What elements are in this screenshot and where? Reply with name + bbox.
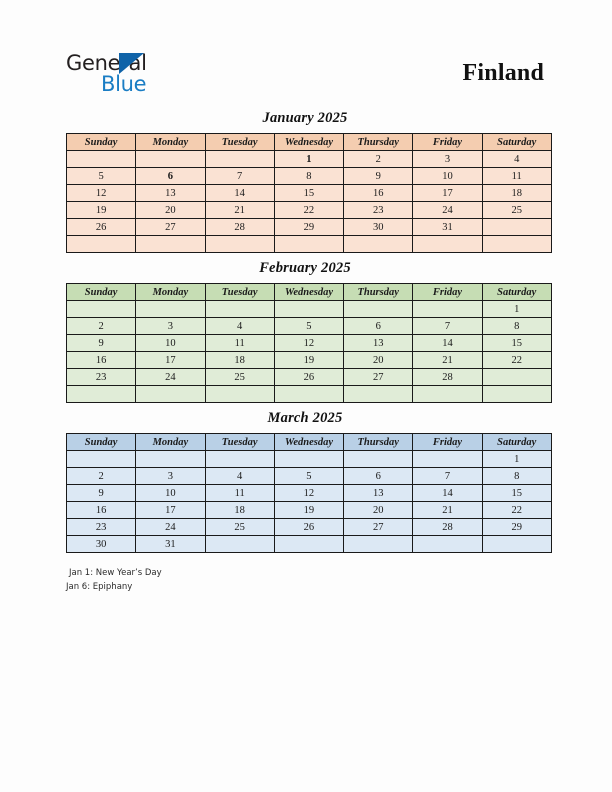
- calendar-day-empty: [205, 386, 274, 403]
- calendar-day-empty: [67, 301, 136, 318]
- calendar-day-empty: [136, 301, 205, 318]
- calendar-day-empty: [413, 236, 482, 253]
- calendar-day[interactable]: 11: [205, 485, 274, 502]
- month-block-february: [66, 260, 544, 403]
- calendar-day-empty: [274, 451, 343, 468]
- calendar-day[interactable]: 5: [274, 468, 343, 485]
- holiday-note: Jan 1: New Year’s Day: [69, 568, 162, 578]
- calendar-week-row: [67, 519, 552, 536]
- calendar-day[interactable]: 1: [482, 451, 551, 468]
- calendar-day-empty: [67, 386, 136, 403]
- calendar-day[interactable]: 10: [136, 485, 205, 502]
- calendar-day[interactable]: 14: [205, 185, 274, 202]
- calendar-day[interactable]: 21: [413, 352, 482, 369]
- calendar-day[interactable]: 12: [274, 485, 343, 502]
- weekday-header-tuesday: Tuesday: [205, 434, 274, 451]
- calendar-day-empty: [344, 536, 413, 553]
- calendar-day[interactable]: 2: [67, 468, 136, 485]
- calendar-day[interactable]: 26: [67, 219, 136, 236]
- calendar-day[interactable]: 31: [136, 536, 205, 553]
- weekday-header-tuesday: Tuesday: [205, 284, 274, 301]
- month-block-march: [66, 410, 544, 553]
- calendar-day[interactable]: 9: [67, 335, 136, 352]
- logo-text-general: General: [66, 51, 147, 75]
- calendar-week-row: [67, 369, 552, 386]
- weekday-header-row: [67, 284, 552, 301]
- calendar-week-row: [67, 485, 552, 502]
- weekday-header-saturday: Saturday: [482, 434, 551, 451]
- calendar-day[interactable]: 28: [413, 519, 482, 536]
- calendar-day-empty: [482, 236, 551, 253]
- calendar-day[interactable]: 23: [344, 202, 413, 219]
- calendar-day[interactable]: 29: [482, 519, 551, 536]
- calendar-day[interactable]: 15: [482, 485, 551, 502]
- calendar-day-empty: [344, 386, 413, 403]
- calendar-day[interactable]: 28: [413, 369, 482, 386]
- calendar-day[interactable]: 26: [274, 369, 343, 386]
- calendar-day-empty: [344, 301, 413, 318]
- calendar-day[interactable]: 13: [344, 485, 413, 502]
- calendar-day[interactable]: 30: [67, 536, 136, 553]
- month-block-january: [66, 110, 544, 253]
- month-title: March 2025: [267, 410, 343, 426]
- calendar-day[interactable]: 17: [413, 185, 482, 202]
- weekday-header-saturday: Saturday: [482, 284, 551, 301]
- calendar-day[interactable]: 8: [274, 168, 343, 185]
- calendar-day[interactable]: 18: [482, 185, 551, 202]
- weekday-header-friday: Friday: [413, 134, 482, 151]
- calendar-day-empty: [205, 236, 274, 253]
- calendar-day-empty: [205, 301, 274, 318]
- calendar-day[interactable]: 25: [482, 202, 551, 219]
- calendar-week-row: [67, 502, 552, 519]
- calendar-day-empty: [482, 219, 551, 236]
- calendar-day-empty: [344, 236, 413, 253]
- calendar-day[interactable]: 18: [205, 352, 274, 369]
- logo-triangle-icon: [119, 53, 144, 74]
- calendar-day[interactable]: 10: [136, 335, 205, 352]
- calendar-day-empty: [67, 451, 136, 468]
- calendar-day-empty: [67, 151, 136, 168]
- weekday-header-row: [67, 134, 552, 151]
- weekday-header-wednesday: Wednesday: [274, 134, 343, 151]
- calendar-week-row: [67, 185, 552, 202]
- calendar-day[interactable]: 12: [274, 335, 343, 352]
- calendar-day[interactable]: 5: [274, 318, 343, 335]
- calendar-day[interactable]: 23: [67, 519, 136, 536]
- calendar-day[interactable]: 4: [205, 318, 274, 335]
- calendar-day[interactable]: 2: [344, 151, 413, 168]
- calendar-day-holiday[interactable]: 1: [274, 151, 343, 168]
- calendar-week-row: [67, 168, 552, 185]
- weekday-header-thursday: Thursday: [344, 134, 413, 151]
- calendar-day-empty: [482, 369, 551, 386]
- calendar-day[interactable]: 27: [344, 519, 413, 536]
- calendar-day-empty: [413, 536, 482, 553]
- calendar-day-empty: [205, 151, 274, 168]
- calendar-day[interactable]: 11: [205, 335, 274, 352]
- weekday-header-sunday: Sunday: [67, 284, 136, 301]
- weekday-header-row: [67, 434, 552, 451]
- calendar-day[interactable]: 24: [136, 519, 205, 536]
- calendar-week-row: [67, 386, 552, 403]
- calendar-day[interactable]: 17: [136, 502, 205, 519]
- calendar-day[interactable]: 20: [344, 352, 413, 369]
- weekday-header-wednesday: Wednesday: [274, 284, 343, 301]
- calendar-day[interactable]: 19: [67, 202, 136, 219]
- weekday-header-tuesday: Tuesday: [205, 134, 274, 151]
- holiday-note: Jan 6: Epiphany: [66, 582, 133, 592]
- calendar-day[interactable]: 15: [482, 335, 551, 352]
- calendar-day[interactable]: 21: [413, 502, 482, 519]
- calendar-day-empty: [274, 536, 343, 553]
- calendar-day[interactable]: 12: [67, 185, 136, 202]
- calendar-day[interactable]: 22: [274, 202, 343, 219]
- weekday-header-monday: Monday: [136, 434, 205, 451]
- page-title: Finland: [462, 60, 544, 86]
- calendar-day[interactable]: 3: [136, 468, 205, 485]
- calendar-day-empty: [205, 536, 274, 553]
- calendar-day-holiday[interactable]: 6: [136, 168, 205, 185]
- calendar-day-empty: [136, 386, 205, 403]
- calendar-day[interactable]: 6: [344, 318, 413, 335]
- weekday-header-friday: Friday: [413, 284, 482, 301]
- calendar-day[interactable]: 20: [344, 502, 413, 519]
- calendar-day-empty: [67, 236, 136, 253]
- calendar-day[interactable]: 14: [413, 335, 482, 352]
- calendar-day[interactable]: 14: [413, 485, 482, 502]
- calendar-day[interactable]: 8: [482, 318, 551, 335]
- weekday-header-sunday: Sunday: [67, 434, 136, 451]
- calendar-day[interactable]: 23: [67, 369, 136, 386]
- calendar-week-row: [67, 536, 552, 553]
- logo-text-blue: Blue: [101, 72, 147, 96]
- calendar-day-empty: [413, 386, 482, 403]
- calendar-day[interactable]: 25: [205, 369, 274, 386]
- calendar-day[interactable]: 8: [482, 468, 551, 485]
- calendar-day[interactable]: 3: [136, 318, 205, 335]
- calendar-day-empty: [413, 301, 482, 318]
- calendar-day[interactable]: 22: [482, 352, 551, 369]
- calendar-day[interactable]: 30: [344, 219, 413, 236]
- calendar-day[interactable]: 28: [205, 219, 274, 236]
- calendar-day[interactable]: 27: [344, 369, 413, 386]
- calendar-table-january: [66, 133, 552, 253]
- weekday-header-thursday: Thursday: [344, 284, 413, 301]
- calendar-day-empty: [482, 386, 551, 403]
- calendar-week-row: [67, 236, 552, 253]
- calendar-day-empty: [274, 301, 343, 318]
- page-header: [0, 0, 612, 108]
- weekday-header-monday: Monday: [136, 284, 205, 301]
- calendar-day[interactable]: 24: [136, 369, 205, 386]
- calendar-day-empty: [482, 536, 551, 553]
- calendar-week-row: [67, 352, 552, 369]
- calendar-day[interactable]: 18: [205, 502, 274, 519]
- calendar-day[interactable]: 5: [67, 168, 136, 185]
- calendar-day[interactable]: 19: [274, 502, 343, 519]
- calendar-week-row: [67, 318, 552, 335]
- weekday-header-saturday: Saturday: [482, 134, 551, 151]
- calendar-table-march: [66, 433, 552, 553]
- holiday-notes-list: [66, 566, 466, 594]
- calendar-day[interactable]: 7: [205, 168, 274, 185]
- weekday-header-sunday: Sunday: [67, 134, 136, 151]
- calendar-day-empty: [136, 151, 205, 168]
- month-title: February 2025: [259, 260, 351, 276]
- calendar-day[interactable]: 2: [67, 318, 136, 335]
- calendar-day[interactable]: 29: [274, 219, 343, 236]
- calendar-day[interactable]: 16: [67, 502, 136, 519]
- calendar-week-row: [67, 451, 552, 468]
- calendar-day-empty: [413, 451, 482, 468]
- calendar-day[interactable]: 19: [274, 352, 343, 369]
- calendar-week-row: [67, 202, 552, 219]
- calendar-day[interactable]: 4: [205, 468, 274, 485]
- calendar-day[interactable]: 6: [344, 468, 413, 485]
- calendar-day[interactable]: 3: [413, 151, 482, 168]
- calendar-day[interactable]: 4: [482, 151, 551, 168]
- calendar-week-row: [67, 335, 552, 352]
- calendar-day-empty: [344, 451, 413, 468]
- calendar-week-row: [67, 301, 552, 318]
- calendar-day-empty: [205, 451, 274, 468]
- calendar-day[interactable]: 21: [205, 202, 274, 219]
- calendar-day-empty: [136, 236, 205, 253]
- calendar-body: [67, 451, 552, 553]
- calendar-day[interactable]: 20: [136, 202, 205, 219]
- calendar-day-empty: [274, 386, 343, 403]
- weekday-header-thursday: Thursday: [344, 434, 413, 451]
- calendar-week-row: [67, 151, 552, 168]
- calendar-day[interactable]: 22: [482, 502, 551, 519]
- calendar-week-row: [67, 468, 552, 485]
- weekday-header-friday: Friday: [413, 434, 482, 451]
- calendar-day[interactable]: 13: [136, 185, 205, 202]
- calendar-day[interactable]: 24: [413, 202, 482, 219]
- calendar-day[interactable]: 1: [482, 301, 551, 318]
- calendar-body: [67, 301, 552, 403]
- calendar-day[interactable]: 7: [413, 468, 482, 485]
- month-title: January 2025: [262, 110, 348, 126]
- calendar-body: [67, 151, 552, 253]
- calendar-table-february: [66, 283, 552, 403]
- calendar-day[interactable]: 15: [274, 185, 343, 202]
- weekday-header-monday: Monday: [136, 134, 205, 151]
- calendar-day[interactable]: 31: [413, 219, 482, 236]
- weekday-header-wednesday: Wednesday: [274, 434, 343, 451]
- calendar-day[interactable]: 13: [344, 335, 413, 352]
- calendar-day[interactable]: 7: [413, 318, 482, 335]
- calendar-day[interactable]: 10: [413, 168, 482, 185]
- calendar-day-empty: [274, 236, 343, 253]
- calendar-day-empty: [136, 451, 205, 468]
- calendar-day[interactable]: 27: [136, 219, 205, 236]
- calendar-day[interactable]: 25: [205, 519, 274, 536]
- calendar-day[interactable]: 26: [274, 519, 343, 536]
- general-blue-logo[interactable]: [66, 52, 186, 98]
- calendar-day[interactable]: 17: [136, 352, 205, 369]
- calendar-week-row: [67, 219, 552, 236]
- calendar-day[interactable]: 9: [67, 485, 136, 502]
- calendar-day[interactable]: 16: [67, 352, 136, 369]
- calendar-day[interactable]: 11: [482, 168, 551, 185]
- calendar-day[interactable]: 16: [344, 185, 413, 202]
- calendar-day[interactable]: 9: [344, 168, 413, 185]
